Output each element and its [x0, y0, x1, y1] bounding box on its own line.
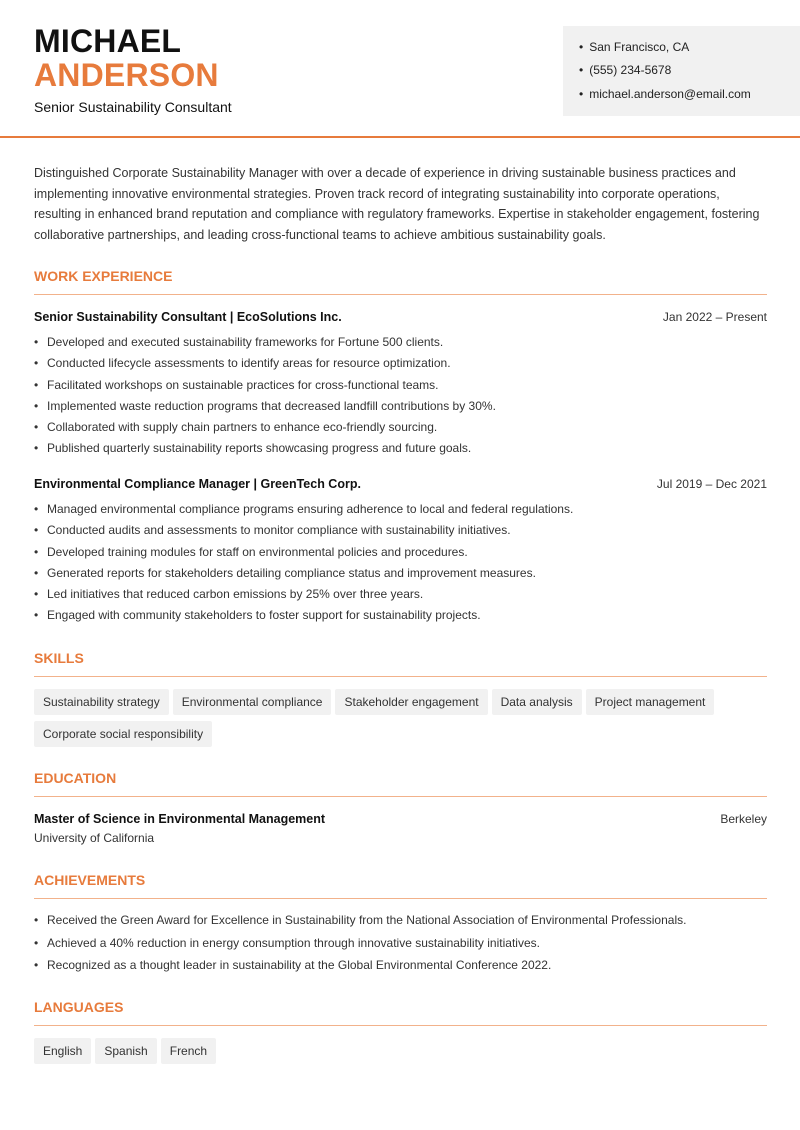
job-title-headline: Senior Sustainability Consultant: [34, 99, 232, 115]
language-tag: English: [34, 1038, 91, 1064]
skill-tag: Environmental compliance: [173, 689, 332, 715]
section-title-languages: LANGUAGES: [34, 999, 124, 1015]
section-title-skills: SKILLS: [34, 650, 84, 666]
section-title-achievements: ACHIEVEMENTS: [34, 872, 146, 888]
list-item: • Facilitated workshops on sustainable practices for cross-functional teams.: [34, 375, 774, 396]
skill-tag: Corporate social responsibility: [34, 721, 212, 747]
list-item: • Conducted lifecycle assessments to identify areas for resource optimization.: [34, 353, 774, 374]
candidate-name: [34, 24, 219, 92]
language-tag: French: [161, 1038, 216, 1064]
job-2-bullets: [34, 499, 774, 627]
languages-tags: [34, 1038, 774, 1070]
section-divider: [34, 676, 767, 677]
list-item: • Led initiatives that reduced carbon emissions by 25% over three years.: [34, 584, 774, 605]
section-title-work: WORK EXPERIENCE: [34, 268, 173, 284]
section-divider: [34, 898, 767, 899]
language-tag: Spanish: [95, 1038, 156, 1064]
section-divider: [34, 294, 767, 295]
section-divider: [34, 796, 767, 797]
education-location: Berkeley: [720, 812, 767, 826]
contact-location: • San Francisco, CA: [579, 40, 689, 54]
list-item: • Recognized as a thought leader in sustainability at the Global Environmental Conference 2022.: [34, 954, 774, 977]
list-item: • Developed training modules for staff on environmental policies and procedures.: [34, 542, 774, 563]
resume-header: [0, 0, 800, 138]
section-divider: [34, 1025, 767, 1026]
job-1-bullets: [34, 332, 774, 460]
education-degree: Master of Science in Environmental Management: [34, 812, 326, 826]
skill-tag: Sustainability strategy: [34, 689, 169, 715]
list-item: • Generated reports for stakeholders detailing compliance status and improvement measures.: [34, 563, 774, 584]
list-item: • Collaborated with supply chain partners to enhance eco-friendly sourcing.: [34, 417, 774, 438]
skill-tag: Data analysis: [492, 689, 582, 715]
list-item: • Received the Green Award for Excellence in Sustainability from the National Association of Environmental Professionals.: [34, 909, 774, 932]
job-1-date: Jan 2022 – Present: [662, 310, 767, 324]
job-2-date: Jul 2019 – Dec 2021: [656, 477, 767, 491]
professional-summary: Distinguished Corporate Sustainability Manager with over a decade of experience in driving sustainable business practices and implementing innovative environmental strategies. Proven track record of integrating sustainability into corporate operations, resulting in enhanced brand reputation and compliance with regulatory frameworks. Expertise in stakeholder engagement, fostering collaborative partnerships, and leading cross-functional teams to achieve ambitious sustainability goals.: [34, 166, 760, 243]
skill-tag: Stakeholder engagement: [335, 689, 487, 715]
list-item: • Implemented waste reduction programs that decreased landfill contributions by 30%.: [34, 396, 774, 417]
list-item: • Conducted audits and assessments to monitor compliance with sustainability initiatives.: [34, 520, 774, 541]
contact-phone: • (555) 234-5678: [579, 63, 671, 77]
first-name: MICHAEL: [34, 23, 182, 59]
job-1-title: Senior Sustainability Consultant | EcoSolutions Inc.: [34, 310, 342, 324]
section-title-education: EDUCATION: [34, 770, 117, 786]
list-item: • Developed and executed sustainability frameworks for Fortune 500 clients.: [34, 332, 774, 353]
contact-box: [563, 26, 800, 116]
last-name: ANDERSON: [34, 57, 219, 93]
list-item: • Engaged with community stakeholders to foster support for sustainability projects.: [34, 605, 774, 626]
list-item: • Published quarterly sustainability reports showcasing progress and future goals.: [34, 438, 774, 459]
list-item: • Managed environmental compliance programs ensuring adherence to local and federal regulations.: [34, 499, 774, 520]
job-2-title: Environmental Compliance Manager | GreenTech Corp.: [34, 477, 361, 491]
skills-tags: [34, 689, 774, 753]
skill-tag: Project management: [586, 689, 715, 715]
achievements-list: [34, 909, 774, 977]
contact-email[interactable]: • michael.anderson@email.com: [579, 87, 751, 101]
education-school: University of California: [34, 831, 155, 845]
list-item: • Achieved a 40% reduction in energy consumption through innovative sustainability initiatives.: [34, 932, 774, 955]
